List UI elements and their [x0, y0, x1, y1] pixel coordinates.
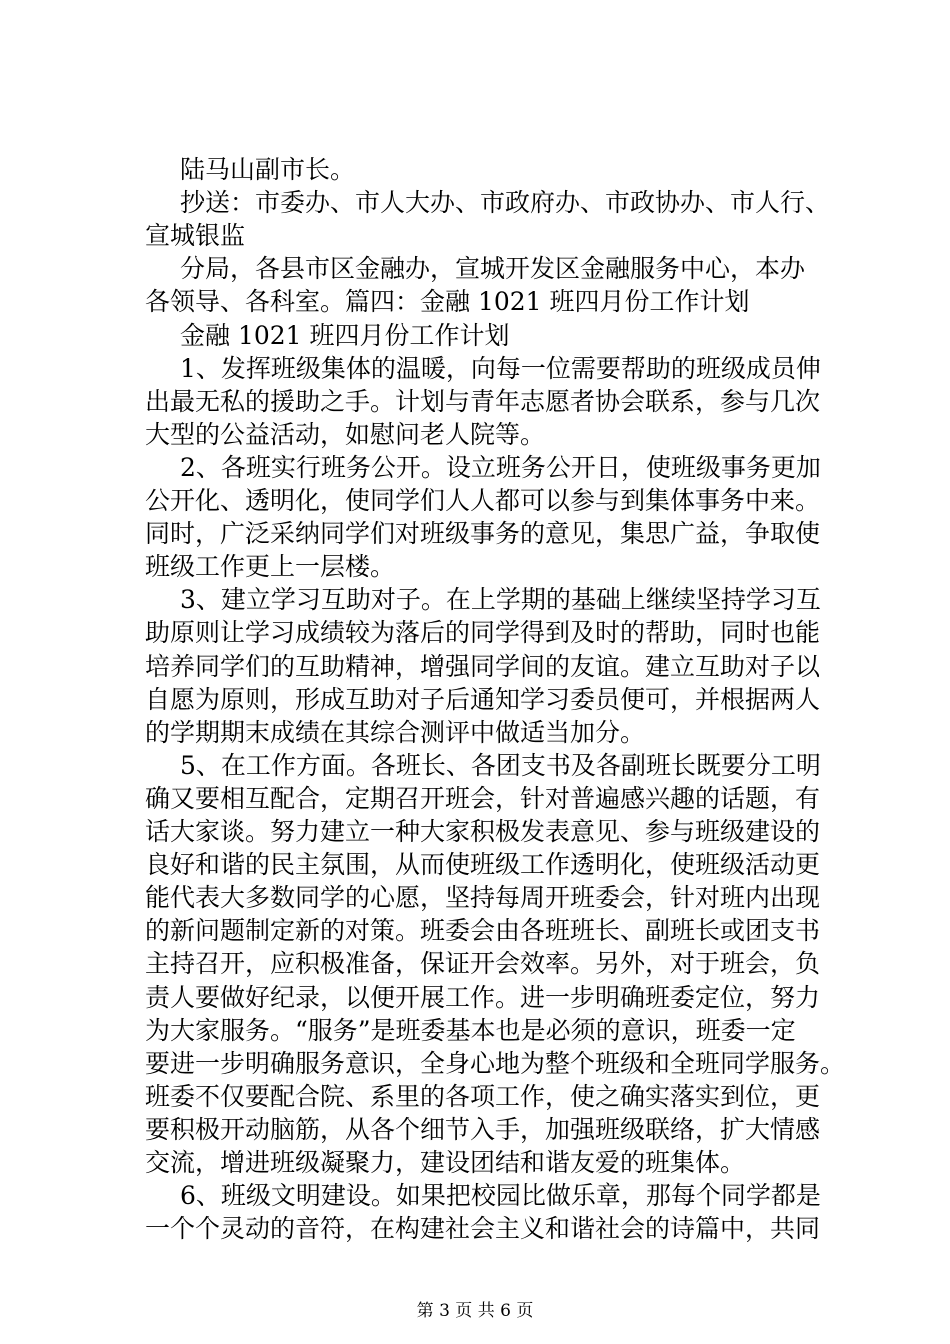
- text-line: 能代表大多数同学的心愿，坚持每周开班委会，针对班内出现: [145, 883, 821, 912]
- text-line: 1、发挥班级集体的温暖，向每一位需要帮助的班级成员伸: [180, 354, 821, 383]
- text-line: 的学期期末成绩在其综合测评中做适当加分。: [145, 718, 646, 747]
- text-line: 责人要做好纪录，以便开展工作。进一步明确班委定位，努力: [145, 983, 821, 1012]
- text-line: 主持召开，应积极准备，保证开会效率。另外，对于班会，负: [145, 949, 821, 978]
- text-line: 公开化、透明化，使同学们人人都可以参与到集体事务中来。: [145, 486, 821, 515]
- text-line: 3、建立学习互助对子。在上学期的基础上继续坚持学习互: [180, 585, 821, 614]
- text-line: 各领导、各科室。篇四：金融 1021 班四月份工作计划: [145, 287, 750, 316]
- text-line: 大型的公益活动，如慰问老人院等。: [145, 420, 546, 449]
- text-line: 助原则让学习成绩较为落后的同学得到及时的帮助，同时也能: [145, 618, 821, 647]
- text-line: 要进一步明确服务意识，全身心地为整个班级和全班同学服务。: [145, 1049, 846, 1078]
- text-line: 要积极开动脑筋，从各个细节入手，加强班级联络，扩大情感: [145, 1115, 821, 1144]
- text-line: 2、各班实行班务公开。设立班务公开日，使班级事务更加: [180, 453, 821, 482]
- text-line: 同时，广泛采纳同学们对班级事务的意见，集思广益，争取使: [145, 519, 821, 548]
- text-line: 分局，各县市区金融办，宣城开发区金融服务中心，本办: [180, 254, 806, 283]
- text-line: 陆马山副市长。: [180, 155, 356, 184]
- text-line: 确又要相互配合，定期召开班会，针对普遍感兴趣的话题，有: [145, 784, 821, 813]
- text-line: 抄送：市委办、市人大办、市政府办、市政协办、市人行、: [180, 188, 831, 217]
- text-line: 班级工作更上一层楼。: [145, 552, 396, 581]
- text-line: 6、班级文明建设。如果把校园比做乐章，那每个同学都是: [180, 1181, 821, 1210]
- text-line: 一个个灵动的音符，在构建社会主义和谐社会的诗篇中，共同: [145, 1214, 821, 1243]
- text-line: 良好和谐的民主氛围，从而使班级工作透明化，使班级活动更: [145, 850, 821, 879]
- text-line: 自愿为原则，形成互助对子后通知学习委员便可，并根据两人: [145, 685, 821, 714]
- text-line: 为大家服务。“服务”是班委基本也是必须的意识，班委一定: [145, 1016, 796, 1045]
- text-line: 话大家谈。努力建立一种大家积极发表意见、参与班级建设的: [145, 817, 821, 846]
- text-line: 宣城银监: [145, 221, 246, 250]
- text-line: 金融 1021 班四月份工作计划: [180, 321, 510, 350]
- text-line: 培养同学们的互助精神，增强同学间的友谊。建立互助对子以: [145, 652, 821, 681]
- text-line: 的新问题制定新的对策。班委会由各班班长、副班长或团支书: [145, 916, 821, 945]
- text-line: 出最无私的援助之手。计划与青年志愿者协会联系，参与几次: [145, 387, 821, 416]
- text-line: 5、在工作方面。各班长、各团支书及各副班长既要分工明: [180, 751, 821, 780]
- text-line: 班委不仅要配合院、系里的各项工作，使之确实落实到位，更: [145, 1082, 821, 1111]
- text-line: 交流，增进班级凝聚力，建设团结和谐友爱的班集体。: [145, 1148, 746, 1177]
- page-number-footer: 第 3 页 共 6 页: [416, 1301, 534, 1321]
